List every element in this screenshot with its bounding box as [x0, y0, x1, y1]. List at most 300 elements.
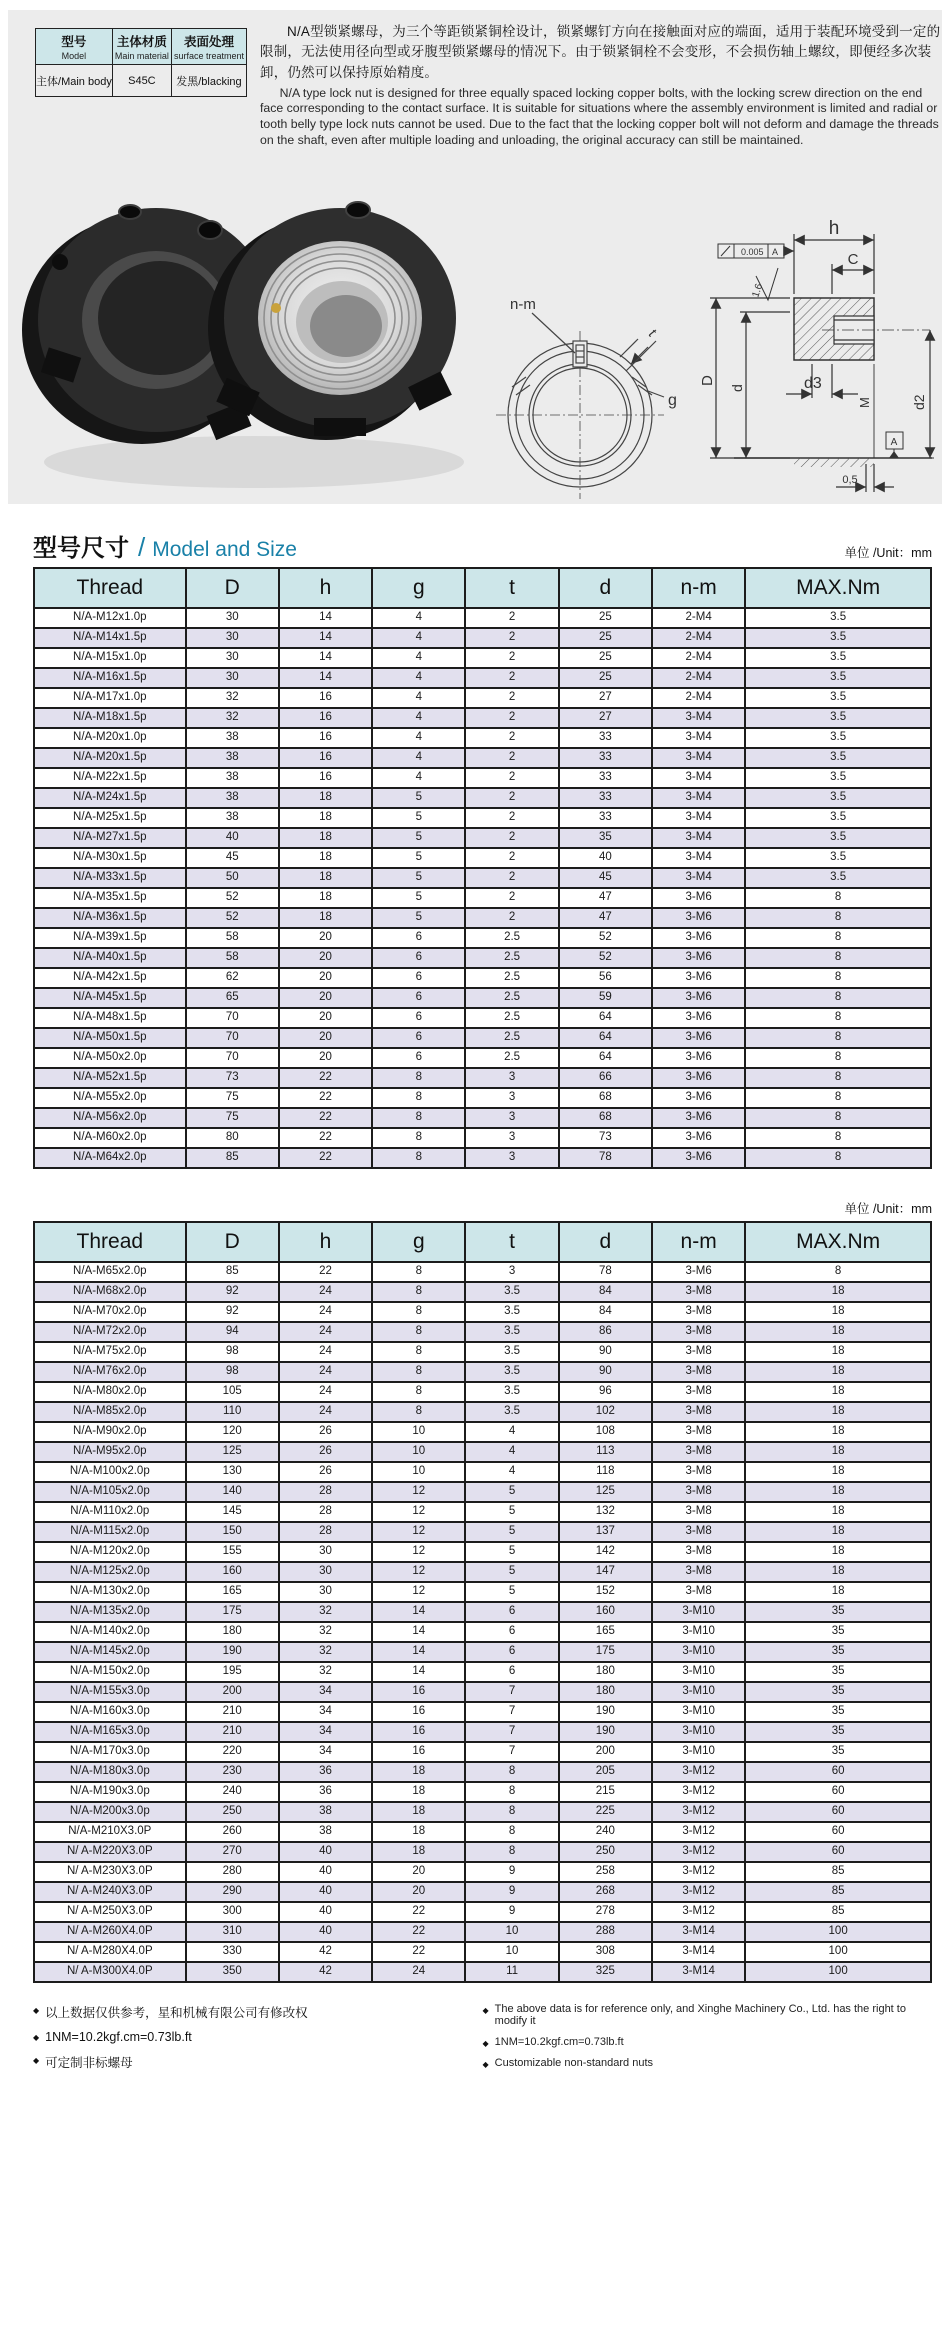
value-cell: 3.5 [745, 748, 931, 768]
value-cell: 33 [559, 768, 652, 788]
spec-value-row [36, 65, 247, 97]
spec-header-model [36, 29, 113, 65]
value-cell: 8 [745, 948, 931, 968]
value-cell: 3-M4 [652, 828, 745, 848]
value-cell: 5 [372, 888, 465, 908]
thread-cell: N/A-M36x1.5p [34, 908, 186, 928]
footnote-item [483, 2003, 933, 2027]
value-cell: 3-M6 [652, 1028, 745, 1048]
spec-header-material-en: Main material [114, 51, 169, 61]
value-cell: 38 [279, 1822, 372, 1842]
footnote-item [483, 2057, 933, 2069]
value-cell: 18 [745, 1362, 931, 1382]
thread-cell: N/A-M70x2.0p [34, 1302, 186, 1322]
value-cell: 58 [186, 928, 279, 948]
value-cell: 8 [372, 1088, 465, 1108]
thread-cell: N/A-M115x2.0p [34, 1522, 186, 1542]
value-cell: 18 [745, 1402, 931, 1422]
spec-header-surface-en: surface treatment [173, 51, 244, 61]
thread-cell: N/A-M52x1.5p [34, 1068, 186, 1088]
size-table-row [34, 1562, 931, 1582]
value-cell: 3-M14 [652, 1942, 745, 1962]
value-cell: 18 [745, 1502, 931, 1522]
thread-cell: N/A-M110x2.0p [34, 1502, 186, 1522]
unit-label-table1: 单位 /Unit：mm [844, 546, 932, 560]
value-cell: 98 [186, 1362, 279, 1382]
value-cell: 30 [186, 628, 279, 648]
value-cell: 2-M4 [652, 688, 745, 708]
value-cell: 10 [372, 1422, 465, 1442]
column-header-n-m: n-m [652, 568, 745, 608]
value-cell: 310 [186, 1922, 279, 1942]
value-cell: 20 [279, 928, 372, 948]
size-table-row [34, 848, 931, 868]
value-cell: 175 [186, 1602, 279, 1622]
thread-cell: N/A-M30x1.5p [34, 848, 186, 868]
value-cell: 60 [745, 1842, 931, 1862]
value-cell: 14 [279, 668, 372, 688]
value-cell: 180 [559, 1682, 652, 1702]
value-cell: 40 [279, 1902, 372, 1922]
value-cell: 3 [465, 1088, 558, 1108]
size-table-1-header-row [34, 568, 931, 608]
value-cell: 3.5 [465, 1382, 558, 1402]
value-cell: 12 [372, 1482, 465, 1502]
footnote-item [33, 2030, 483, 2044]
value-cell: 230 [186, 1762, 279, 1782]
size-table-row [34, 1862, 931, 1882]
size-table-row [34, 708, 931, 728]
value-cell: 145 [186, 1502, 279, 1522]
value-cell: 22 [372, 1922, 465, 1942]
value-cell: 18 [745, 1302, 931, 1322]
value-cell: 3.5 [745, 848, 931, 868]
title-english: Model and Size [152, 538, 297, 561]
value-cell: 155 [186, 1542, 279, 1562]
value-cell: 190 [186, 1642, 279, 1662]
value-cell: 35 [745, 1682, 931, 1702]
footnote-text: 1NM=10.2kgf.cm=0.73lb.ft [494, 2036, 624, 2048]
size-table-row [34, 1382, 931, 1402]
value-cell: 6 [372, 988, 465, 1008]
value-cell: 3.5 [745, 788, 931, 808]
value-cell: 28 [279, 1502, 372, 1522]
value-cell: 2 [465, 868, 558, 888]
value-cell: 47 [559, 908, 652, 928]
thread-cell: N/A-M50x2.0p [34, 1048, 186, 1068]
value-cell: 3-M12 [652, 1802, 745, 1822]
value-cell: 35 [745, 1642, 931, 1662]
value-cell: 20 [372, 1862, 465, 1882]
size-table-row [34, 608, 931, 628]
value-cell: 18 [279, 848, 372, 868]
value-cell: 20 [279, 1008, 372, 1028]
value-cell: 90 [559, 1342, 652, 1362]
value-cell: 20 [279, 988, 372, 1008]
thread-cell: N/A-M125x2.0p [34, 1562, 186, 1582]
value-cell: 2-M4 [652, 668, 745, 688]
dim-label-c: C [847, 251, 859, 268]
value-cell: 3-M10 [652, 1602, 745, 1622]
value-cell: 190 [559, 1722, 652, 1742]
value-cell: 14 [372, 1602, 465, 1622]
product-description [260, 22, 948, 148]
value-cell: 3.5 [465, 1282, 558, 1302]
value-cell: 3.5 [465, 1342, 558, 1362]
value-cell: 33 [559, 788, 652, 808]
value-cell: 66 [559, 1068, 652, 1088]
dim-label-d2: d2 [911, 394, 927, 410]
value-cell: 22 [279, 1128, 372, 1148]
value-cell: 80 [186, 1128, 279, 1148]
thread-cell: N/A-M48x1.5p [34, 1008, 186, 1028]
value-cell: 3-M8 [652, 1502, 745, 1522]
value-cell: 18 [745, 1462, 931, 1482]
value-cell: 30 [279, 1562, 372, 1582]
size-table-row [34, 888, 931, 908]
value-cell: 27 [559, 688, 652, 708]
thread-cell: N/ A-M280X4.0P [34, 1942, 186, 1962]
value-cell: 16 [279, 768, 372, 788]
value-cell: 280 [186, 1862, 279, 1882]
value-cell: 102 [559, 1402, 652, 1422]
value-cell: 4 [372, 728, 465, 748]
column-header-max-nm: MAX.Nm [745, 568, 931, 608]
value-cell: 240 [559, 1822, 652, 1842]
value-cell: 10 [465, 1942, 558, 1962]
value-cell: 5 [465, 1582, 558, 1602]
value-cell: 8 [465, 1782, 558, 1802]
thread-cell: N/A-M18x1.5p [34, 708, 186, 728]
value-cell: 3-M6 [652, 1008, 745, 1028]
value-cell: 8 [465, 1762, 558, 1782]
roughness-value: 1.6 [750, 282, 766, 299]
value-cell: 118 [559, 1462, 652, 1482]
value-cell: 6 [465, 1622, 558, 1642]
value-cell: 100 [745, 1962, 931, 1982]
size-table-row [34, 648, 931, 668]
value-cell: 75 [186, 1088, 279, 1108]
diamond-bullet-icon: ◆ [33, 2033, 40, 2042]
value-cell: 2 [465, 808, 558, 828]
value-cell: 180 [559, 1662, 652, 1682]
size-table-row [34, 828, 931, 848]
value-cell: 113 [559, 1442, 652, 1462]
value-cell: 3.5 [745, 688, 931, 708]
value-cell: 3 [465, 1108, 558, 1128]
value-cell: 3-M6 [652, 908, 745, 928]
value-cell: 3-M12 [652, 1902, 745, 1922]
thread-cell: N/A-M68x2.0p [34, 1282, 186, 1302]
value-cell: 25 [559, 668, 652, 688]
size-table-row [34, 1462, 931, 1482]
description-english: N/A type lock nut is designed for three equally spaced locking copper bolts, with the locking screw direction on the end face corresponding to the contact surface. It is suitable for situations where the assembly environment is limited and radial or tooth belly type lock nuts cannot be used. Due to the fact that the locking copper bolt will not deform and damage the threads on the shaft, even after multiple loading and unloading, the original accuracy can still be maintained. [260, 85, 939, 147]
value-cell: 3-M6 [652, 888, 745, 908]
value-cell: 18 [372, 1822, 465, 1842]
thread-cell: N/A-M210X3.0P [34, 1822, 186, 1842]
value-cell: 78 [559, 1148, 652, 1168]
value-cell: 165 [186, 1582, 279, 1602]
size-table-row [34, 908, 931, 928]
value-cell: 125 [186, 1442, 279, 1462]
dim-label-t: t [646, 325, 660, 340]
value-cell: 105 [186, 1382, 279, 1402]
value-cell: 215 [559, 1782, 652, 1802]
value-cell: 8 [372, 1402, 465, 1422]
title-chinese: 型号尺寸 [33, 535, 129, 562]
size-table-row [34, 1148, 931, 1168]
value-cell: 60 [745, 1782, 931, 1802]
value-cell: 18 [745, 1322, 931, 1342]
value-cell: 3-M6 [652, 948, 745, 968]
value-cell: 258 [559, 1862, 652, 1882]
thread-cell: N/A-M85x2.0p [34, 1402, 186, 1422]
size-table-row [34, 728, 931, 748]
thread-cell: N/A-M39x1.5p [34, 928, 186, 948]
value-cell: 85 [186, 1262, 279, 1282]
value-cell: 142 [559, 1542, 652, 1562]
value-cell: 22 [279, 1088, 372, 1108]
thread-cell: N/A-M14x1.5p [34, 628, 186, 648]
value-cell: 14 [372, 1622, 465, 1642]
value-cell: 3-M8 [652, 1382, 745, 1402]
value-cell: 35 [745, 1622, 931, 1642]
value-cell: 47 [559, 888, 652, 908]
size-table-row [34, 748, 931, 768]
thread-cell: N/A-M65x2.0p [34, 1262, 186, 1282]
value-cell: 18 [745, 1442, 931, 1462]
value-cell: 8 [745, 1008, 931, 1028]
value-cell: 60 [745, 1762, 931, 1782]
thread-cell: N/A-M190x3.0p [34, 1782, 186, 1802]
value-cell: 40 [279, 1842, 372, 1862]
thread-cell: N/A-M130x2.0p [34, 1582, 186, 1602]
value-cell: 3.5 [465, 1302, 558, 1322]
value-cell: 3.5 [745, 608, 931, 628]
product-photo [14, 132, 484, 500]
thread-cell: N/A-M120x2.0p [34, 1542, 186, 1562]
value-cell: 2 [465, 708, 558, 728]
value-cell: 325 [559, 1962, 652, 1982]
value-cell: 210 [186, 1722, 279, 1742]
value-cell: 3-M6 [652, 928, 745, 948]
value-cell: 2 [465, 628, 558, 648]
value-cell: 2 [465, 748, 558, 768]
value-cell: 18 [745, 1282, 931, 1302]
value-cell: 18 [279, 908, 372, 928]
value-cell: 250 [559, 1842, 652, 1862]
value-cell: 3-M6 [652, 1088, 745, 1108]
value-cell: 35 [745, 1722, 931, 1742]
thread-cell: N/A-M17x1.0p [34, 688, 186, 708]
value-cell: 8 [745, 1068, 931, 1088]
value-cell: 22 [279, 1262, 372, 1282]
value-cell: 152 [559, 1582, 652, 1602]
value-cell: 75 [186, 1108, 279, 1128]
value-cell: 52 [559, 948, 652, 968]
value-cell: 52 [186, 908, 279, 928]
value-cell: 8 [465, 1802, 558, 1822]
value-cell: 64 [559, 1048, 652, 1068]
value-cell: 2.5 [465, 988, 558, 1008]
value-cell: 24 [279, 1342, 372, 1362]
value-cell: 32 [186, 708, 279, 728]
value-cell: 26 [279, 1422, 372, 1442]
value-cell: 42 [279, 1962, 372, 1982]
value-cell: 330 [186, 1942, 279, 1962]
value-cell: 2.5 [465, 948, 558, 968]
spec-value-surface: 发黑/blacking [171, 65, 246, 97]
thread-cell: N/A-M50x1.5p [34, 1028, 186, 1048]
value-cell: 5 [465, 1562, 558, 1582]
size-table-row [34, 1942, 931, 1962]
value-cell: 78 [559, 1262, 652, 1282]
thread-cell: N/A-M75x2.0p [34, 1342, 186, 1362]
value-cell: 34 [279, 1742, 372, 1762]
value-cell: 225 [559, 1802, 652, 1822]
value-cell: 35 [745, 1662, 931, 1682]
value-cell: 195 [186, 1662, 279, 1682]
thread-cell: N/A-M15x1.0p [34, 648, 186, 668]
value-cell: 70 [186, 1048, 279, 1068]
size-section-header [33, 528, 932, 563]
value-cell: 3-M6 [652, 1262, 745, 1282]
value-cell: 24 [279, 1322, 372, 1342]
value-cell: 3-M8 [652, 1542, 745, 1562]
value-cell: 20 [279, 1048, 372, 1068]
value-cell: 14 [279, 608, 372, 628]
thread-cell: N/A-M160x3.0p [34, 1702, 186, 1722]
value-cell: 38 [186, 808, 279, 828]
value-cell: 3 [465, 1148, 558, 1168]
size-table-row [34, 1422, 931, 1442]
value-cell: 18 [745, 1522, 931, 1542]
value-cell: 18 [279, 788, 372, 808]
size-table-row [34, 1582, 931, 1602]
value-cell: 3.5 [465, 1322, 558, 1342]
value-cell: 18 [745, 1482, 931, 1502]
value-cell: 14 [279, 648, 372, 668]
value-cell: 2 [465, 908, 558, 928]
size-table-row [34, 1822, 931, 1842]
value-cell: 3-M6 [652, 968, 745, 988]
size-table-row [34, 1262, 931, 1282]
photo-shadow [44, 436, 464, 488]
thread-cell: N/A-M25x1.5p [34, 808, 186, 828]
thread-cell: N/A-M40x1.5p [34, 948, 186, 968]
value-cell: 40 [559, 848, 652, 868]
value-cell: 18 [279, 828, 372, 848]
value-cell: 132 [559, 1502, 652, 1522]
value-cell: 8 [745, 1148, 931, 1168]
value-cell: 2-M4 [652, 648, 745, 668]
value-cell: 94 [186, 1322, 279, 1342]
dim-label-d: d [729, 384, 745, 392]
value-cell: 18 [745, 1382, 931, 1402]
value-cell: 3.5 [745, 668, 931, 688]
value-cell: 270 [186, 1842, 279, 1862]
value-cell: 8 [745, 908, 931, 928]
dim-label-h: h [828, 218, 840, 239]
thread-cell: N/A-M20x1.0p [34, 728, 186, 748]
value-cell: 8 [745, 1048, 931, 1068]
value-cell: 175 [559, 1642, 652, 1662]
value-cell: 40 [279, 1922, 372, 1942]
value-cell: 6 [465, 1662, 558, 1682]
value-cell: 8 [372, 1362, 465, 1382]
value-cell: 35 [745, 1602, 931, 1622]
size-table-row [34, 1962, 931, 1982]
value-cell: 250 [186, 1802, 279, 1822]
value-cell: 73 [559, 1128, 652, 1148]
value-cell: 60 [745, 1802, 931, 1822]
size-table-row [34, 928, 931, 948]
value-cell: 308 [559, 1942, 652, 1962]
size-table-row [34, 1282, 931, 1302]
value-cell: 18 [372, 1842, 465, 1862]
thread-cell: N/A-M200x3.0p [34, 1802, 186, 1822]
value-cell: 3-M4 [652, 768, 745, 788]
value-cell: 130 [186, 1462, 279, 1482]
value-cell: 16 [372, 1702, 465, 1722]
size-table-row [34, 1128, 931, 1148]
value-cell: 3-M8 [652, 1482, 745, 1502]
value-cell: 24 [279, 1382, 372, 1402]
value-cell: 85 [745, 1862, 931, 1882]
value-cell: 110 [186, 1402, 279, 1422]
value-cell: 36 [279, 1782, 372, 1802]
value-cell: 2 [465, 668, 558, 688]
value-cell: 3.5 [745, 768, 931, 788]
value-cell: 32 [279, 1622, 372, 1642]
value-cell: 40 [186, 828, 279, 848]
value-cell: 6 [372, 928, 465, 948]
column-header-d: D [186, 1222, 279, 1262]
value-cell: 33 [559, 728, 652, 748]
column-header-h: h [279, 568, 372, 608]
thread-cell: N/A-M100x2.0p [34, 1462, 186, 1482]
value-cell: 85 [745, 1902, 931, 1922]
value-cell: 6 [372, 948, 465, 968]
value-cell: 3-M14 [652, 1922, 745, 1942]
value-cell: 35 [745, 1742, 931, 1762]
value-cell: 3.5 [465, 1402, 558, 1422]
value-cell: 14 [372, 1662, 465, 1682]
page-title [33, 528, 297, 563]
value-cell: 16 [372, 1742, 465, 1762]
value-cell: 8 [745, 968, 931, 988]
value-cell: 3.5 [745, 808, 931, 828]
value-cell: 38 [186, 788, 279, 808]
footnote-item [33, 2003, 483, 2021]
value-cell: 200 [559, 1742, 652, 1762]
thread-cell: N/A-M90x2.0p [34, 1422, 186, 1442]
size-table-row [34, 1622, 931, 1642]
value-cell: 2 [465, 848, 558, 868]
set-screw-hole [346, 202, 370, 218]
value-cell: 160 [559, 1602, 652, 1622]
value-cell: 8 [745, 1108, 931, 1128]
value-cell: 8 [372, 1262, 465, 1282]
thread-cell: N/A-M150x2.0p [34, 1662, 186, 1682]
thread-cell: N/A-M22x1.5p [34, 768, 186, 788]
value-cell: 18 [745, 1582, 931, 1602]
value-cell: 8 [372, 1148, 465, 1168]
value-cell: 5 [372, 828, 465, 848]
thread-cell: N/ A-M240X3.0P [34, 1882, 186, 1902]
value-cell: 2 [465, 728, 558, 748]
value-cell: 6 [465, 1602, 558, 1622]
